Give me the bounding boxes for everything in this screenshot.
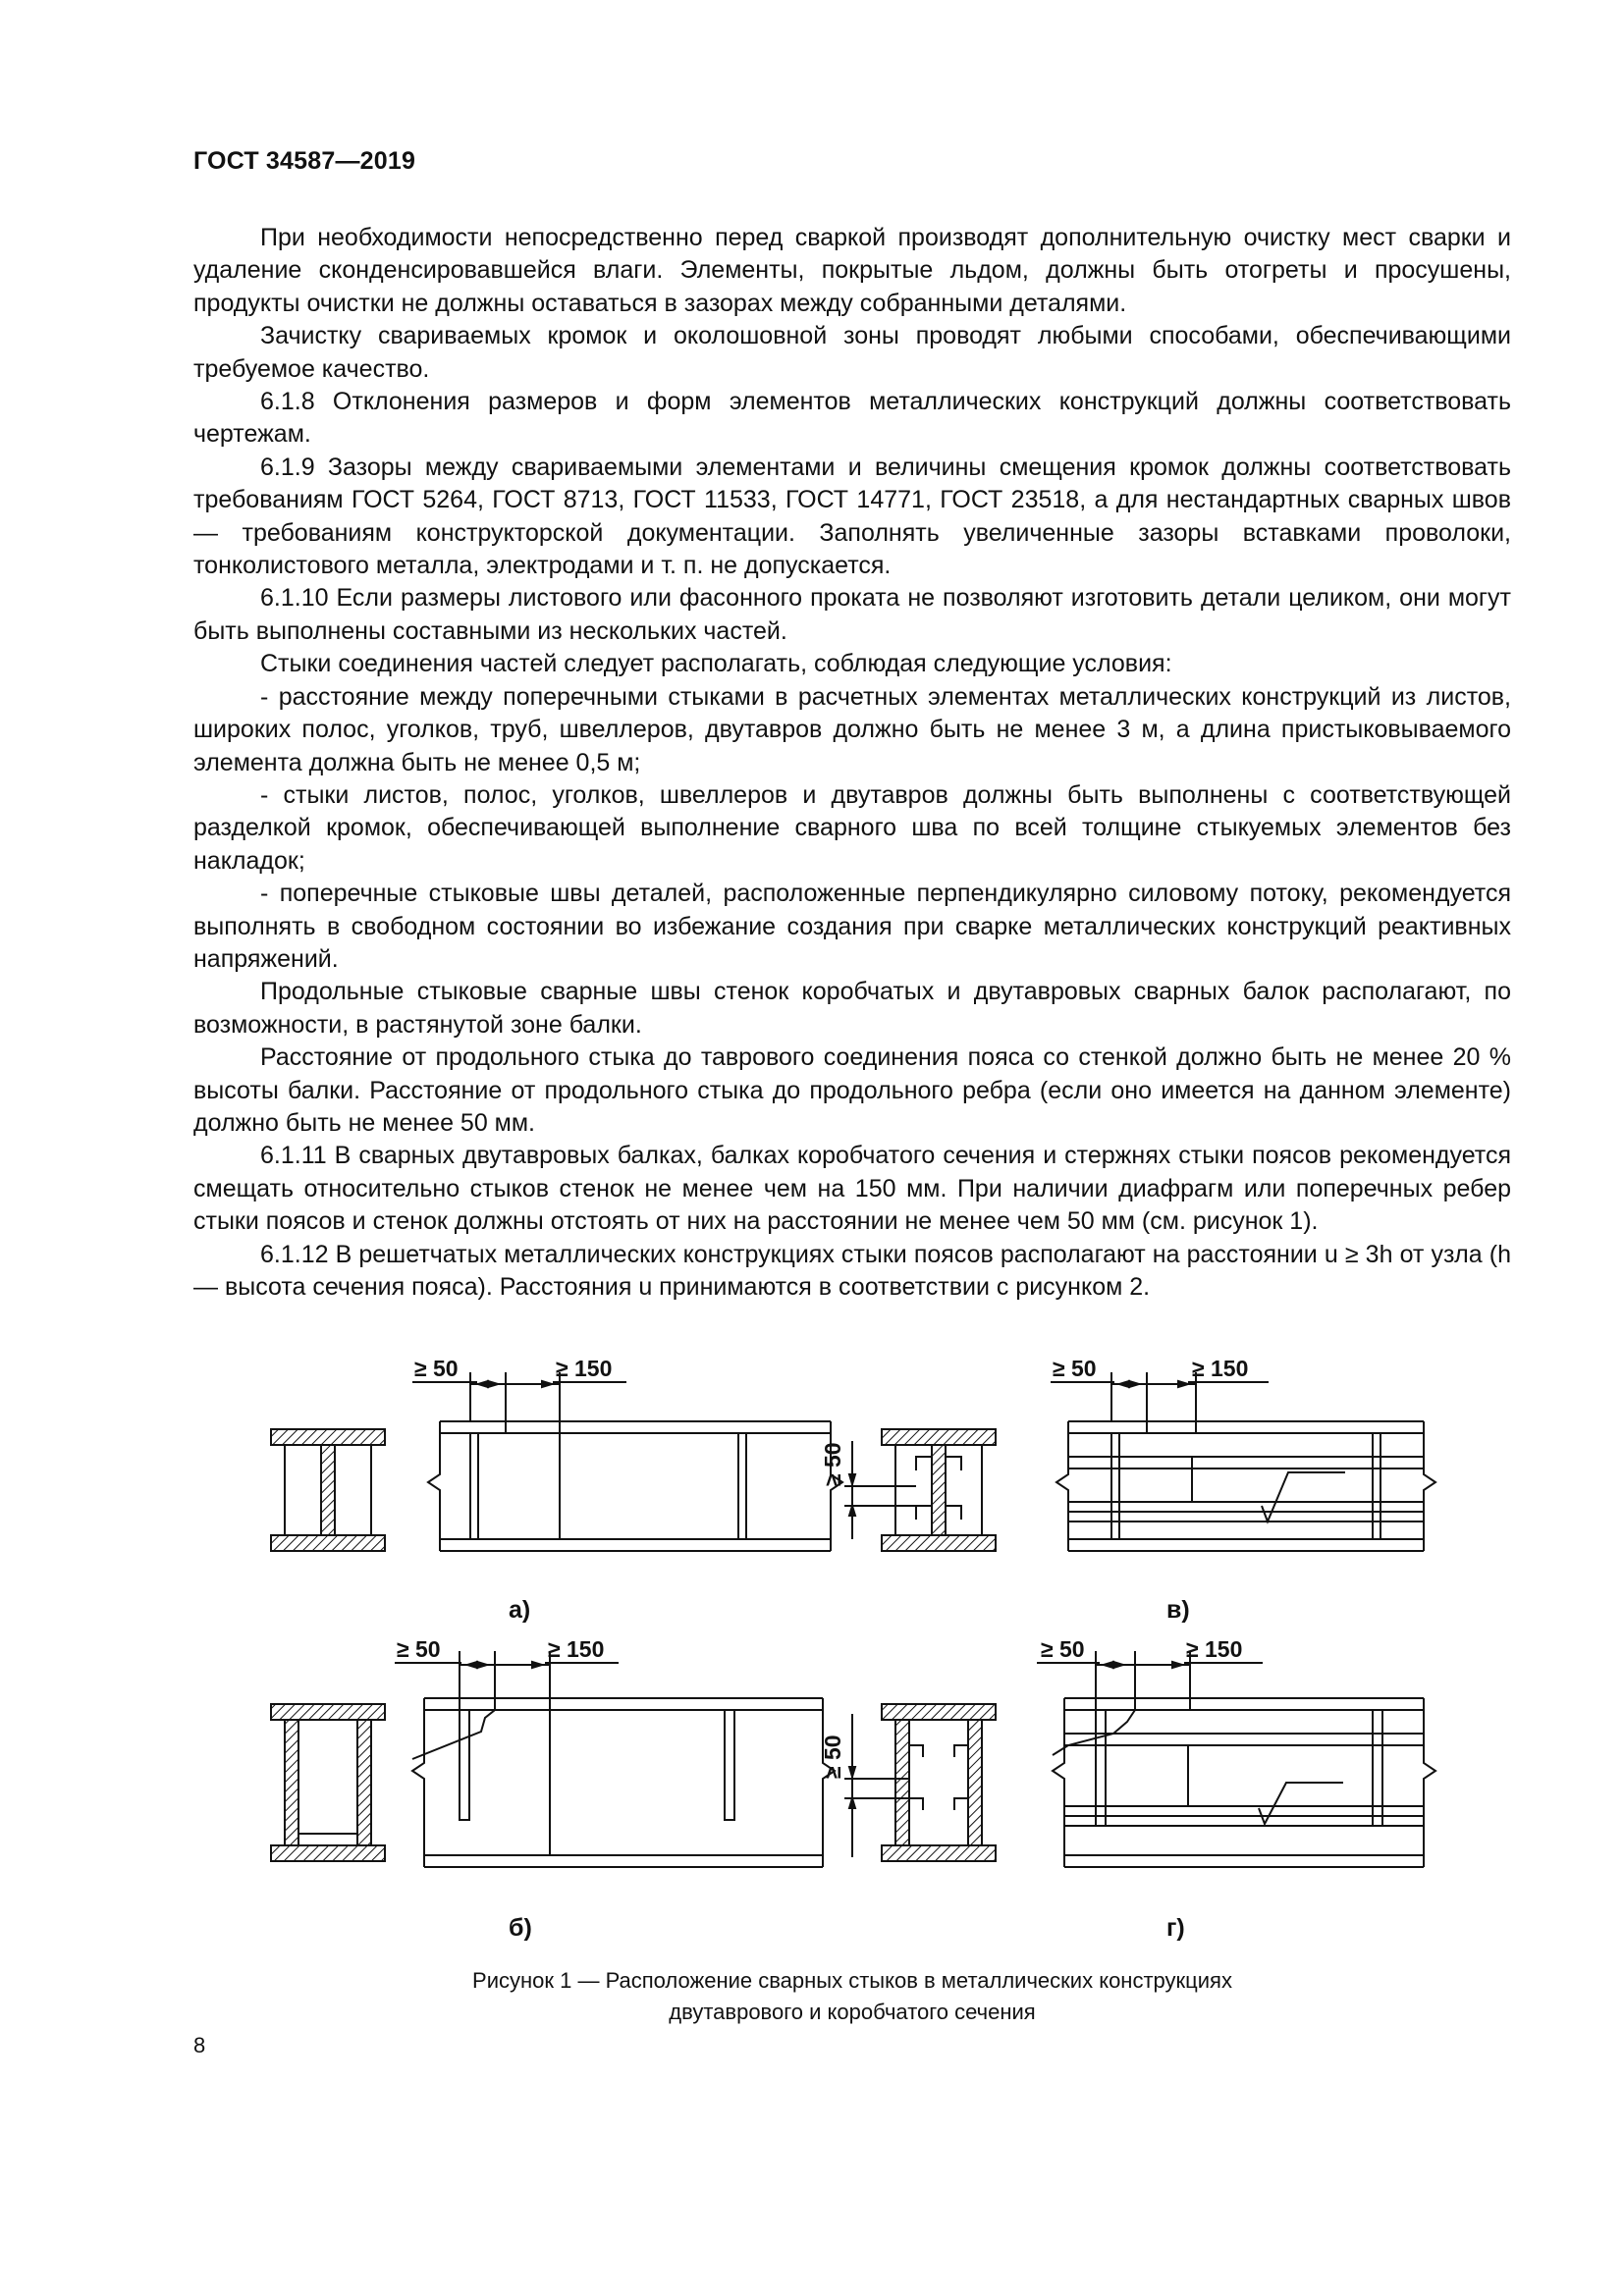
paragraph-6: Стыки соединения частей следует располагать, соблюдая следующие условия: [260, 650, 1172, 678]
body-text [193, 222, 1511, 1304]
document-code: ГОСТ 34587—2019 [193, 147, 416, 175]
label-v: в) [1166, 1596, 1190, 1624]
dim-b-50: ≥ 50 [397, 1636, 441, 1662]
label-a: а) [509, 1596, 531, 1624]
section-a-i-beam [271, 1429, 385, 1551]
section-v-i-beam [844, 1429, 996, 1551]
paragraph-2: Зачистку свариваемых кромок и околошовной зоны проводят любыми способами, обеспечивающими требуемое качество. [193, 322, 1511, 383]
dim-v-150: ≥ 150 [1192, 1356, 1249, 1381]
section-b-box [271, 1704, 385, 1861]
paragraph-4: 6.1.9 Зазоры между свариваемыми элементами и величины смещения кромок должны соответствовать требованиям ГОСТ 5264, ГОСТ 8713, ГОСТ 11533, ГОСТ 14771, ГОСТ 23518, а для нестандартных сварных швов — требованиям конструкторской документации. Заполнять увеличенные зазоры вставками проволоки, тонколистового металла, электродами и т. п. не допускается. [193, 453, 1511, 580]
label-g: г) [1166, 1914, 1185, 1942]
dim-g-150: ≥ 150 [1186, 1636, 1243, 1662]
elevation-a [412, 1372, 842, 1551]
page-number: 8 [193, 2033, 206, 2057]
paragraph-5: 6.1.10 Если размеры листового или фасонного проката не позволяют изготовить детали целиком, они могут быть выполнены составными из нескольких частей. [193, 584, 1511, 645]
paragraph-13: 6.1.12 В решетчатых металлических конструкциях стыки поясов располагают на расстоянии u ≥ 3h от узла (h — высота сечения пояса). Расстояния u принимаются в соответствии с рисунком 2. [193, 1240, 1511, 1301]
dim-g-50: ≥ 50 [1041, 1636, 1085, 1662]
figure-1-drawing [245, 1355, 1453, 1953]
elevation-b [395, 1651, 835, 1867]
paragraph-1: При необходимости непосредственно перед сваркой производят дополнительную очистку мест сварки и удаление сконденсировавшейся влаги. Элементы, покрытые льдом, должны быть отогреты и просушены, продукты очистки не должны оставаться в зазорах между собранными деталями. [193, 224, 1511, 317]
figure-caption-line-1: Рисунок 1 — Расположение сварных стыков в металлических конструкциях [472, 1968, 1232, 1993]
dim-g-vertical-50: ≥ 50 [820, 1735, 845, 1779]
figure-1 [245, 1355, 1453, 1958]
dim-a-150: ≥ 150 [556, 1356, 613, 1381]
paragraph-7: - расстояние между поперечными стыками в расчетных элементах металлических конструкций из листов, широких полос, уголков, труб, швеллеров, двутавров должно быть не менее 3 м, а длина пристыковываемого элемента должна быть не менее 0,5 м; [193, 682, 1511, 776]
dim-v-50: ≥ 50 [1053, 1356, 1097, 1381]
paragraph-9: - поперечные стыковые швы деталей, расположенные перпендикулярно силовому потоку, рекомендуется выполнять в свободном состоянии во избежание создания при сварке металлических конструкций реактивных напряжений. [193, 880, 1511, 973]
label-b: б) [509, 1914, 532, 1942]
figure-caption-line-2: двутаврового и коробчатого сечения [669, 2000, 1036, 2024]
section-g-box [844, 1704, 996, 1861]
figure-caption [193, 1965, 1511, 2028]
dim-b-150: ≥ 150 [548, 1636, 605, 1662]
elevation-g [1037, 1651, 1435, 1867]
paragraph-11: Расстояние от продольного стыка до таврового соединения пояса со стенкой должно быть не менее 20 % высоты балки. Расстояние от продольного стыка до продольного ребра (если оно имеется на данном элементе) должно быть не менее 50 мм. [193, 1043, 1511, 1137]
elevation-v [1051, 1372, 1435, 1551]
paragraph-8: - стыки листов, полос, уголков, швеллеров и двутавров должны быть выполнены с соответствующей разделкой кромок, обеспечивающей выполнение сварного шва по всей толщине стыкуемых элементов без накладок; [193, 780, 1511, 875]
dim-v-vertical-50: ≥ 50 [820, 1442, 845, 1486]
paragraph-12: 6.1.11 В сварных двутавровых балках, балках коробчатого сечения и стержнях стыки поясов рекомендуется смещать относительно стыков стенок не менее чем на 150 мм. При наличии диафрагм или поперечных ребер стыки поясов и стенок должны отстоять от них на расстоянии не менее чем 50 мм (см. рисунок 1). [193, 1142, 1511, 1236]
dim-a-50: ≥ 50 [414, 1356, 459, 1381]
paragraph-3: 6.1.8 Отклонения размеров и форм элементов металлических конструкций должны соответствовать чертежам. [193, 388, 1511, 449]
paragraph-10: Продольные стыковые сварные швы стенок коробчатых и двутавровых сварных балок располагают, по возможности, в растянутой зоне балки. [193, 978, 1511, 1039]
